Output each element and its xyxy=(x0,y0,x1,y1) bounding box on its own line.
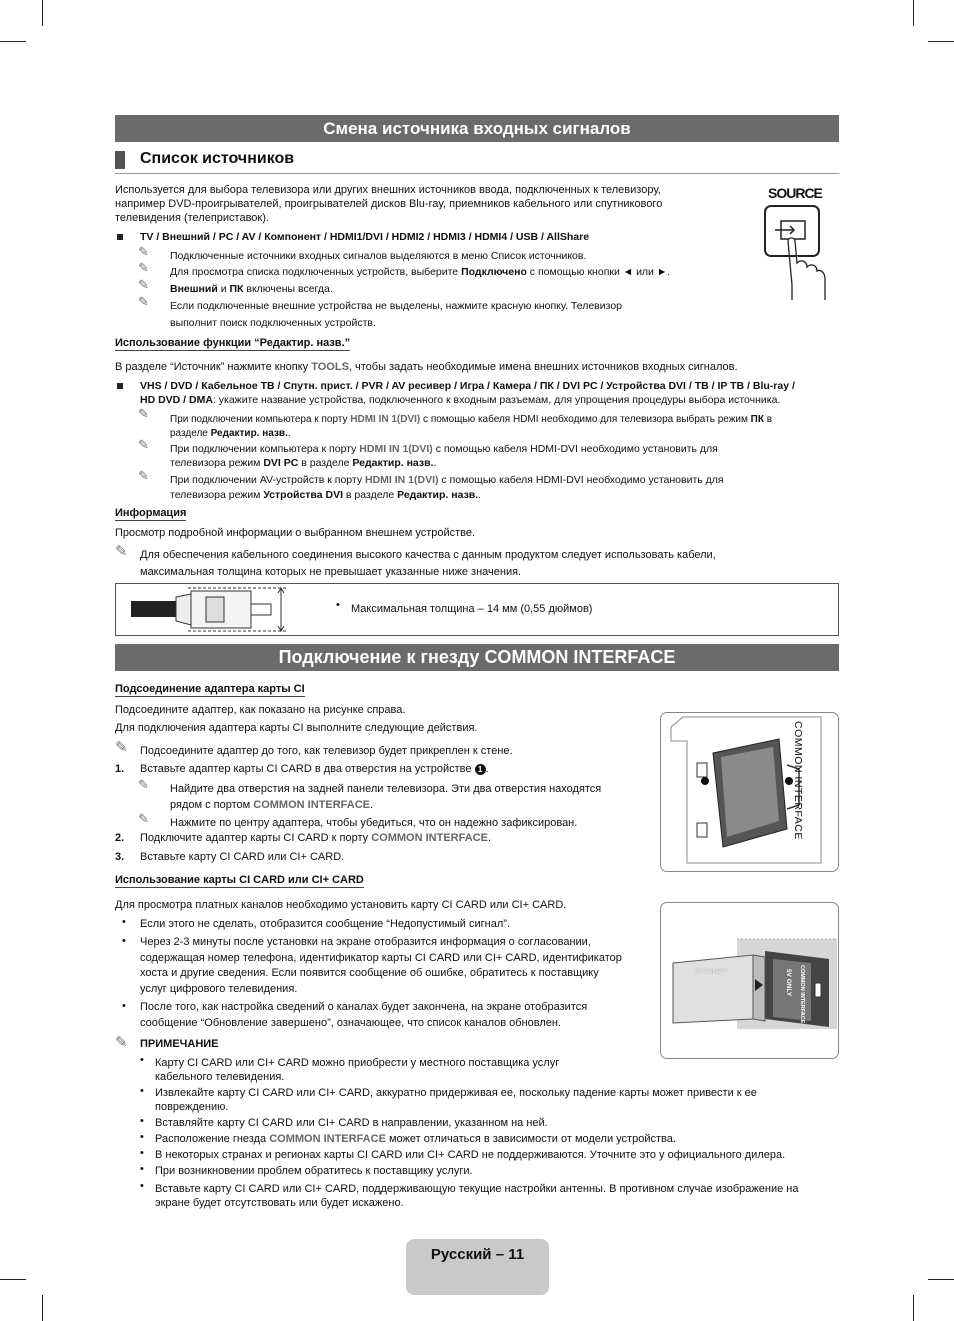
bullet-square xyxy=(117,234,123,240)
bullet-dot: • xyxy=(140,1131,144,1143)
source-label: SOURCE xyxy=(768,185,822,201)
bullet-text: кабельного телевидения. xyxy=(155,1071,285,1083)
info-text: Просмотр подробной информации о выбранном внешнем устройстве. xyxy=(115,527,476,539)
intro-line: телевидения (телеприставок). xyxy=(115,212,269,224)
paragraph: Подсоедините адаптер, как показано на рисунке справа. xyxy=(115,704,406,716)
note-icon: ✎ xyxy=(138,468,149,483)
note-icon: ✎ xyxy=(138,277,149,292)
step-text: Подключите адаптер карты CI CARD к порту COMMON INTERFACE. xyxy=(140,832,492,844)
bullet-dot: • xyxy=(122,935,126,947)
section-title-bar: Подключение к гнезду COMMON INTERFACE xyxy=(115,644,839,671)
note-icon: ✎ xyxy=(138,294,149,309)
bullet-text: повреждению. xyxy=(155,1101,229,1113)
crop-mark xyxy=(42,0,43,26)
page-number-tab xyxy=(406,1239,549,1295)
cable-icon xyxy=(131,584,311,635)
bullet-text: услуг цифрового телевидения. xyxy=(140,983,298,995)
bullet-dot: • xyxy=(140,1180,144,1192)
crop-mark xyxy=(913,1295,914,1321)
crop-mark xyxy=(0,1279,26,1280)
paragraph: Для просмотра платных каналов необходимо установить карту CI CARD или CI+ CARD. xyxy=(115,899,567,911)
note-text: Внешний и ПК включены всегда. xyxy=(170,283,333,295)
note-icon: ✎ xyxy=(138,244,149,259)
bullet-text: После того, как настройка сведений о каналах будет закончена, на экране отобразится xyxy=(140,1001,588,1013)
bullet-text: Вставьте карту CI CARD или CI+ CARD, поддерживающую текущие настройки антенны. В противном случае изображение на xyxy=(155,1183,799,1195)
bullet-dot: • xyxy=(122,1000,126,1012)
bullet-text: В некоторых странах и регионах карты CI CARD или CI+ CARD не поддерживаются. Уточните это у официального дилера. xyxy=(155,1149,786,1161)
bullet-dot: • xyxy=(122,916,126,928)
bullet-text: экране будет отсутствовать или будет искажено. xyxy=(155,1197,404,1209)
ci-card-illustration xyxy=(660,902,839,1059)
bullet-text: содержащая номер телефона, идентификатор карты CI CARD или CI+ CARD, идентификатор xyxy=(140,952,622,964)
bullet-text: Карту CI CARD или CI+ CARD можно приобрести у местного поставщика услуг xyxy=(155,1057,560,1069)
note-text: При подключении компьютера к порту HDMI IN 1(DVI) с помощью кабеля HDMI необходимо для телевизора выбрать режим ПК в xyxy=(170,414,773,425)
crop-mark xyxy=(913,0,914,26)
crop-mark xyxy=(928,1279,954,1280)
note-text: Нажмите по центру адаптера, чтобы убедиться, что он надежно зафиксирован. xyxy=(170,817,578,829)
device-list: VHS / DVD / Кабельное ТВ / Спутн. прист. / PVR / AV ресивер / Игра / Камера / ПК / DVI PC / Устройства DVI / TB / IP TB / Blu-ray / xyxy=(140,380,795,392)
crop-mark xyxy=(0,41,26,42)
cable-text: максимальная толщина которых не превышает указанные ниже значения. xyxy=(140,566,522,578)
ci-card-interface-label: COMMON INTERFACE xyxy=(799,965,805,1024)
ci-adapter-heading: Подсоединение адаптера карты CI xyxy=(115,683,305,695)
bullet-text: сообщение “Обновление завершено”, означающее, что список каналов обновлен. xyxy=(140,1017,562,1029)
note-text: телевизора режим DVI PC в разделе Редактир. назв.. xyxy=(170,457,437,469)
edit-heading: Использование функции “Редактир. назв.” xyxy=(115,337,351,349)
bullet-text: При возникновении проблем обратитесь к поставщику услуги. xyxy=(155,1165,473,1177)
step-number: 2. xyxy=(115,832,125,844)
note-text: разделе Редактир. назв.. xyxy=(170,428,291,439)
note-icon: ✎ xyxy=(138,260,149,275)
subsection-title: Список источников xyxy=(140,150,295,167)
bullet-text: Извлекайте карту CI CARD или CI+ CARD, аккуратно придерживая ее, поскольку падение карты может привести к ее xyxy=(155,1087,757,1099)
crop-mark xyxy=(42,1295,43,1321)
bullet-dot: • xyxy=(140,1147,144,1159)
ci-card-5v-label: 5V ONLY xyxy=(785,969,792,997)
thickness-text: Максимальная толщина – 14 мм (0,55 дюймов) xyxy=(351,603,593,615)
subsection-header xyxy=(115,149,839,174)
bullet-text: хоста и другие сведения. Если появится сообщение об ошибке, обратитесь к поставщику xyxy=(140,967,599,979)
ci-adapter-illustration xyxy=(660,712,839,872)
ci-card-label: CI CARD™ xyxy=(695,968,729,975)
source-hand-icon xyxy=(755,185,835,300)
note-text: выполнит поиск подключенных устройств. xyxy=(170,317,376,329)
common-interface-label: COMMON INTERFACE xyxy=(792,721,804,840)
note-text: Подсоедините адаптер до того, как телевизор будет прикреплен к стене. xyxy=(140,745,513,757)
subsection-marker xyxy=(115,151,125,169)
cable-thickness-box xyxy=(115,583,839,636)
edit-text: В разделе “Источник” нажмите кнопку TOOLS, чтобы задать необходимые имена внешних источников входных сигналов. xyxy=(115,361,738,373)
note-text: рядом с портом COMMON INTERFACE. xyxy=(170,799,374,811)
note-icon: ✎ xyxy=(115,1034,128,1051)
cable-text: Для обеспечения кабельного соединения высокого качества с данным продуктом следует использовать кабели, xyxy=(140,549,716,561)
note-text: Найдите два отверстия на задней панели телевизора. Эти два отверстия находятся xyxy=(170,783,602,795)
note-text: При подключении AV-устройств к порту HDMI IN 1(DVI) с помощью кабеля HDMI-DVI необходимо установить для xyxy=(170,474,724,486)
bullet-square xyxy=(117,383,123,389)
note-icon: ✎ xyxy=(138,437,149,452)
step-number: 1. xyxy=(115,763,125,775)
intro-line: например DVD-проигрывателей, проигрывателей дисков Blu-ray, приемников кабельного или спутникового xyxy=(115,198,663,210)
section-title-bar: Смена источника входных сигналов xyxy=(115,115,839,142)
note-text: телевизора режим Устройства DVI в разделе Редактир. назв.. xyxy=(170,489,482,501)
bullet-dot: • xyxy=(140,1115,144,1127)
note-text: Подключенные источники входных сигналов выделяются в меню Список источников. xyxy=(170,250,587,262)
bullet-text: Если этого не сделать, отобразится сообщение “Недопустимый сигнал”. xyxy=(140,918,510,930)
crop-mark xyxy=(928,41,954,42)
source-list: TV / Внешний / PC / AV / Компонент / HDMI1/DVI / HDMI2 / HDMI3 / HDMI4 / USB / AllShare xyxy=(140,231,590,243)
source-button-illustration xyxy=(755,185,835,300)
step-text: Вставьте адаптер карты CI CARD в два отверстия на устройстве 1 . xyxy=(140,763,489,775)
ci-adapter-diagram xyxy=(661,713,838,871)
bullet-dot: • xyxy=(336,599,340,611)
page-number: Русский – 11 xyxy=(430,1246,525,1263)
bullet-dot: • xyxy=(140,1163,144,1175)
info-heading: Информация xyxy=(115,507,187,519)
ci-card-heading: Использование карты CI CARD или CI+ CARD xyxy=(115,874,364,886)
bullet-text: Вставляйте карту CI CARD или CI+ CARD в направлении, указанном на ней. xyxy=(155,1117,548,1129)
device-list: HD DVD / DMA: укажите название устройства, подключенного к входным разъемам, для упрощения процедуры выбора источника. xyxy=(140,394,781,406)
note-icon: ✎ xyxy=(138,406,149,421)
note-icon: ✎ xyxy=(115,739,128,756)
ci-card-diagram xyxy=(661,903,838,1058)
step-badge: 1 xyxy=(475,764,486,775)
note-icon: ✎ xyxy=(138,777,149,792)
bullet-text: Через 2-3 минуты после установки на экране отобразится информация о согласовании, xyxy=(140,936,591,948)
note-title: ПРИМЕЧАНИЕ xyxy=(140,1038,219,1050)
bullet-dot: • xyxy=(140,1085,144,1097)
step-text: Вставьте карту CI CARD или CI+ CARD. xyxy=(140,851,345,863)
paragraph: Для подключения адаптера карты CI выполните следующие действия. xyxy=(115,722,478,734)
step-number: 3. xyxy=(115,851,125,863)
note-icon: ✎ xyxy=(115,543,128,560)
note-text: Если подключенные внешние устройства не выделены, нажмите красную кнопку. Телевизор xyxy=(170,300,622,312)
bullet-dot: • xyxy=(140,1054,144,1066)
note-icon: ✎ xyxy=(138,811,149,826)
note-text: Для просмотра списка подключенных устройств, выберите Подключено с помощью кнопки ◄ или ►. xyxy=(170,266,671,278)
note-text: При подключении компьютера к порту HDMI IN 1(DVI) с помощью кабеля HDMI-DVI необходимо установить для xyxy=(170,443,718,455)
bullet-text: Расположение гнезда COMMON INTERFACE может отличаться в зависимости от модели устройства. xyxy=(155,1133,676,1145)
intro-line: Используется для выбора телевизора или других внешних источников ввода, подключенных к телевизору, xyxy=(115,184,661,196)
